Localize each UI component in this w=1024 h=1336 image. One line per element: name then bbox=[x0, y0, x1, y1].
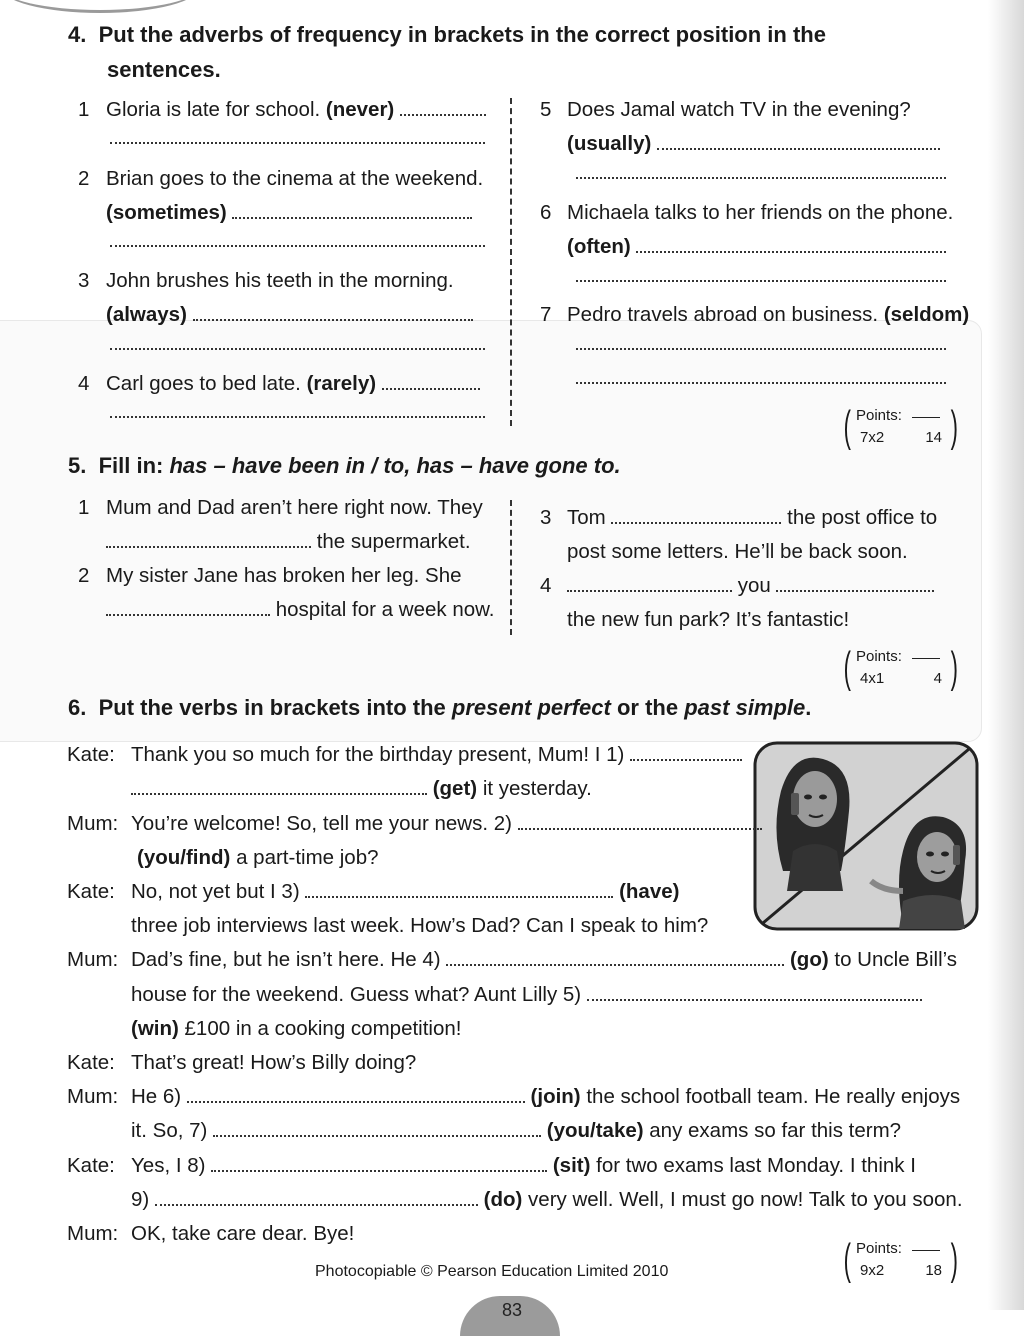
ex4-item-7-number: 7 bbox=[540, 303, 552, 326]
dialogue-line-5: No, not yet but I 3) (have) bbox=[131, 880, 680, 903]
ex4-item-2-adverb: (sometimes) bbox=[106, 201, 472, 225]
ex4-answer-line-7b[interactable] bbox=[576, 380, 946, 384]
ex5-item-2-cont: hospital for a week now. bbox=[106, 598, 495, 622]
answer-blank[interactable] bbox=[776, 576, 934, 592]
ex4-title: 4. Put the adverbs of frequency in brackets in the correct position in the bbox=[68, 22, 826, 47]
dialogue-line-11: He 6) (join) the school football team. He really enjoys bbox=[131, 1085, 961, 1108]
ex4-item-7: Pedro travels abroad on business. (seldom) bbox=[567, 303, 970, 326]
column-divider bbox=[510, 500, 512, 635]
answer-blank[interactable] bbox=[567, 576, 732, 592]
dialogue-line-2: (get) it yesterday. bbox=[131, 777, 592, 801]
dialogue-line-1: Thank you so much for the birthday present, Mum! I 1) bbox=[131, 743, 742, 767]
speaker-kate: Kate: bbox=[67, 880, 115, 903]
ex6-title: 6. Put the verbs in brackets into the present perfect or the past simple. bbox=[68, 695, 812, 720]
dialogue-line-6: three job interviews last week. How’s Dad? Can I speak to him? bbox=[131, 914, 709, 937]
answer-blank[interactable] bbox=[106, 600, 270, 616]
answer-blank[interactable] bbox=[400, 100, 486, 116]
ex5-title: 5. Fill in: has – have been in / to, has – have gone to. bbox=[68, 453, 621, 478]
ex4-item-2: Brian goes to the cinema at the weekend. bbox=[106, 167, 484, 190]
ex4-item-3-number: 3 bbox=[78, 269, 90, 292]
ex4-item-5-number: 5 bbox=[540, 98, 552, 121]
answer-blank-2[interactable] bbox=[518, 814, 762, 830]
dialogue-line-13: Yes, I 8) (sit) for two exams last Monday. I think I bbox=[131, 1154, 916, 1177]
answer-blank-5[interactable] bbox=[587, 985, 922, 1001]
speaker-kate: Kate: bbox=[67, 1154, 115, 1177]
ex4-item-5-adverb: (usually) bbox=[567, 132, 940, 156]
ex5-item-2-number: 2 bbox=[78, 564, 90, 587]
answer-blank-3[interactable] bbox=[305, 882, 613, 898]
ex4-title-cont: sentences. bbox=[107, 57, 221, 82]
phone-call-illustration bbox=[753, 741, 979, 931]
ex5-item-3: Tom the post office to bbox=[567, 506, 938, 529]
copyright-footer: Photocopiable © Pearson Education Limited 2010 bbox=[315, 1263, 669, 1280]
dialogue-line-10: That’s great! How’s Billy doing? bbox=[131, 1051, 417, 1074]
speaker-mum: Mum: bbox=[67, 812, 119, 835]
dialogue-line-8: house for the weekend. Guess what? Aunt Lilly 5) bbox=[131, 983, 922, 1007]
answer-blank[interactable] bbox=[382, 374, 480, 390]
ex5-points-box: ( ) Points: 4x1 4 bbox=[843, 643, 959, 692]
dialogue-line-9: (win) £100 in a cooking competition! bbox=[131, 1017, 462, 1040]
ex5-item-2: My sister Jane has broken her leg. She bbox=[106, 564, 462, 587]
dialogue-line-3: You’re welcome! So, tell me your news. 2) bbox=[131, 812, 762, 836]
ex5-item-4-cont: the new fun park? It’s fantastic! bbox=[567, 608, 850, 631]
answer-blank-9[interactable] bbox=[155, 1190, 478, 1206]
speaker-kate: Kate: bbox=[67, 1051, 115, 1074]
ex4-item-3: John brushes his teeth in the morning. bbox=[106, 269, 454, 292]
column-divider bbox=[510, 98, 512, 426]
ex4-answer-line-5[interactable] bbox=[576, 175, 946, 179]
answer-blank[interactable] bbox=[657, 134, 940, 150]
ex5-item-4: you bbox=[567, 574, 934, 598]
ex5-item-3-number: 3 bbox=[540, 506, 552, 529]
page-number: 83 bbox=[502, 1300, 523, 1320]
ex4-answer-line-3[interactable] bbox=[110, 346, 485, 350]
speaker-mum: Mum: bbox=[67, 1085, 119, 1108]
ex5-item-1: Mum and Dad aren’t here right now. They bbox=[106, 496, 483, 519]
dialogue-line-7: Dad’s fine, but he isn’t here. He 4) (go) to Uncle Bill’s bbox=[131, 948, 958, 971]
speaker-mum: Mum: bbox=[67, 948, 119, 971]
ex4-item-3-adverb: (always) bbox=[106, 303, 473, 327]
answer-blank[interactable] bbox=[232, 203, 472, 219]
ex4-item-1: Gloria is late for school. (never) bbox=[106, 98, 486, 122]
page-edge-shadow bbox=[988, 0, 1024, 1310]
dialogue-line-4: (you/find) a part-time job? bbox=[137, 846, 379, 869]
speaker-mum: Mum: bbox=[67, 1222, 119, 1245]
ex4-item-2-number: 2 bbox=[78, 167, 90, 190]
ex4-item-4-number: 4 bbox=[78, 372, 90, 395]
answer-blank-1[interactable] bbox=[630, 745, 742, 761]
ex4-answer-line-4[interactable] bbox=[110, 414, 485, 418]
ex5-item-4-number: 4 bbox=[540, 574, 552, 597]
ex4-answer-line-6[interactable] bbox=[576, 278, 946, 282]
answer-blank-6[interactable] bbox=[187, 1087, 525, 1103]
ex5-item-1-cont: the supermarket. bbox=[106, 530, 471, 554]
ex4-item-1-number: 1 bbox=[78, 98, 90, 121]
ex4-answer-line-7a[interactable] bbox=[576, 346, 946, 350]
ex5-item-3-cont: post some letters. He’ll be back soon. bbox=[567, 540, 908, 563]
ex4-points-box: ( ) Points: 7x2 14 bbox=[843, 402, 959, 451]
dialogue-line-15: OK, take care dear. Bye! bbox=[131, 1222, 355, 1245]
ex4-item-6-number: 6 bbox=[540, 201, 552, 224]
answer-blank-7[interactable] bbox=[213, 1121, 541, 1137]
ex4-item-5: Does Jamal watch TV in the evening? bbox=[567, 98, 911, 121]
page-number-tab bbox=[460, 1296, 560, 1336]
ex4-item-6-adverb: (often) bbox=[567, 235, 946, 259]
answer-blank[interactable] bbox=[611, 508, 781, 524]
speaker-kate: Kate: bbox=[67, 743, 115, 766]
ex4-item-4: Carl goes to bed late. (rarely) bbox=[106, 372, 480, 396]
dialogue-line-14: 9) (do) very well. Well, I must go now! Talk to you soon. bbox=[131, 1188, 963, 1211]
page-corner-curve bbox=[0, 0, 200, 13]
dialogue-line-12: it. So, 7) (you/take) any exams so far this term? bbox=[131, 1119, 902, 1142]
ex4-item-6: Michaela talks to her friends on the phone. bbox=[567, 201, 954, 224]
answer-blank-8[interactable] bbox=[211, 1156, 547, 1172]
answer-blank[interactable] bbox=[636, 237, 946, 253]
answer-blank[interactable] bbox=[106, 532, 311, 548]
answer-blank-4[interactable] bbox=[446, 950, 784, 966]
answer-blank-1[interactable] bbox=[131, 779, 427, 795]
girl-on-phone-icon bbox=[776, 758, 849, 891]
answer-blank[interactable] bbox=[193, 305, 473, 321]
ex6-points-box: ( ) Points: 9x2 18 bbox=[843, 1235, 959, 1284]
ex4-answer-line-2[interactable] bbox=[110, 243, 485, 247]
ex4-answer-line-1[interactable] bbox=[110, 140, 485, 144]
ex5-item-1-number: 1 bbox=[78, 496, 90, 519]
